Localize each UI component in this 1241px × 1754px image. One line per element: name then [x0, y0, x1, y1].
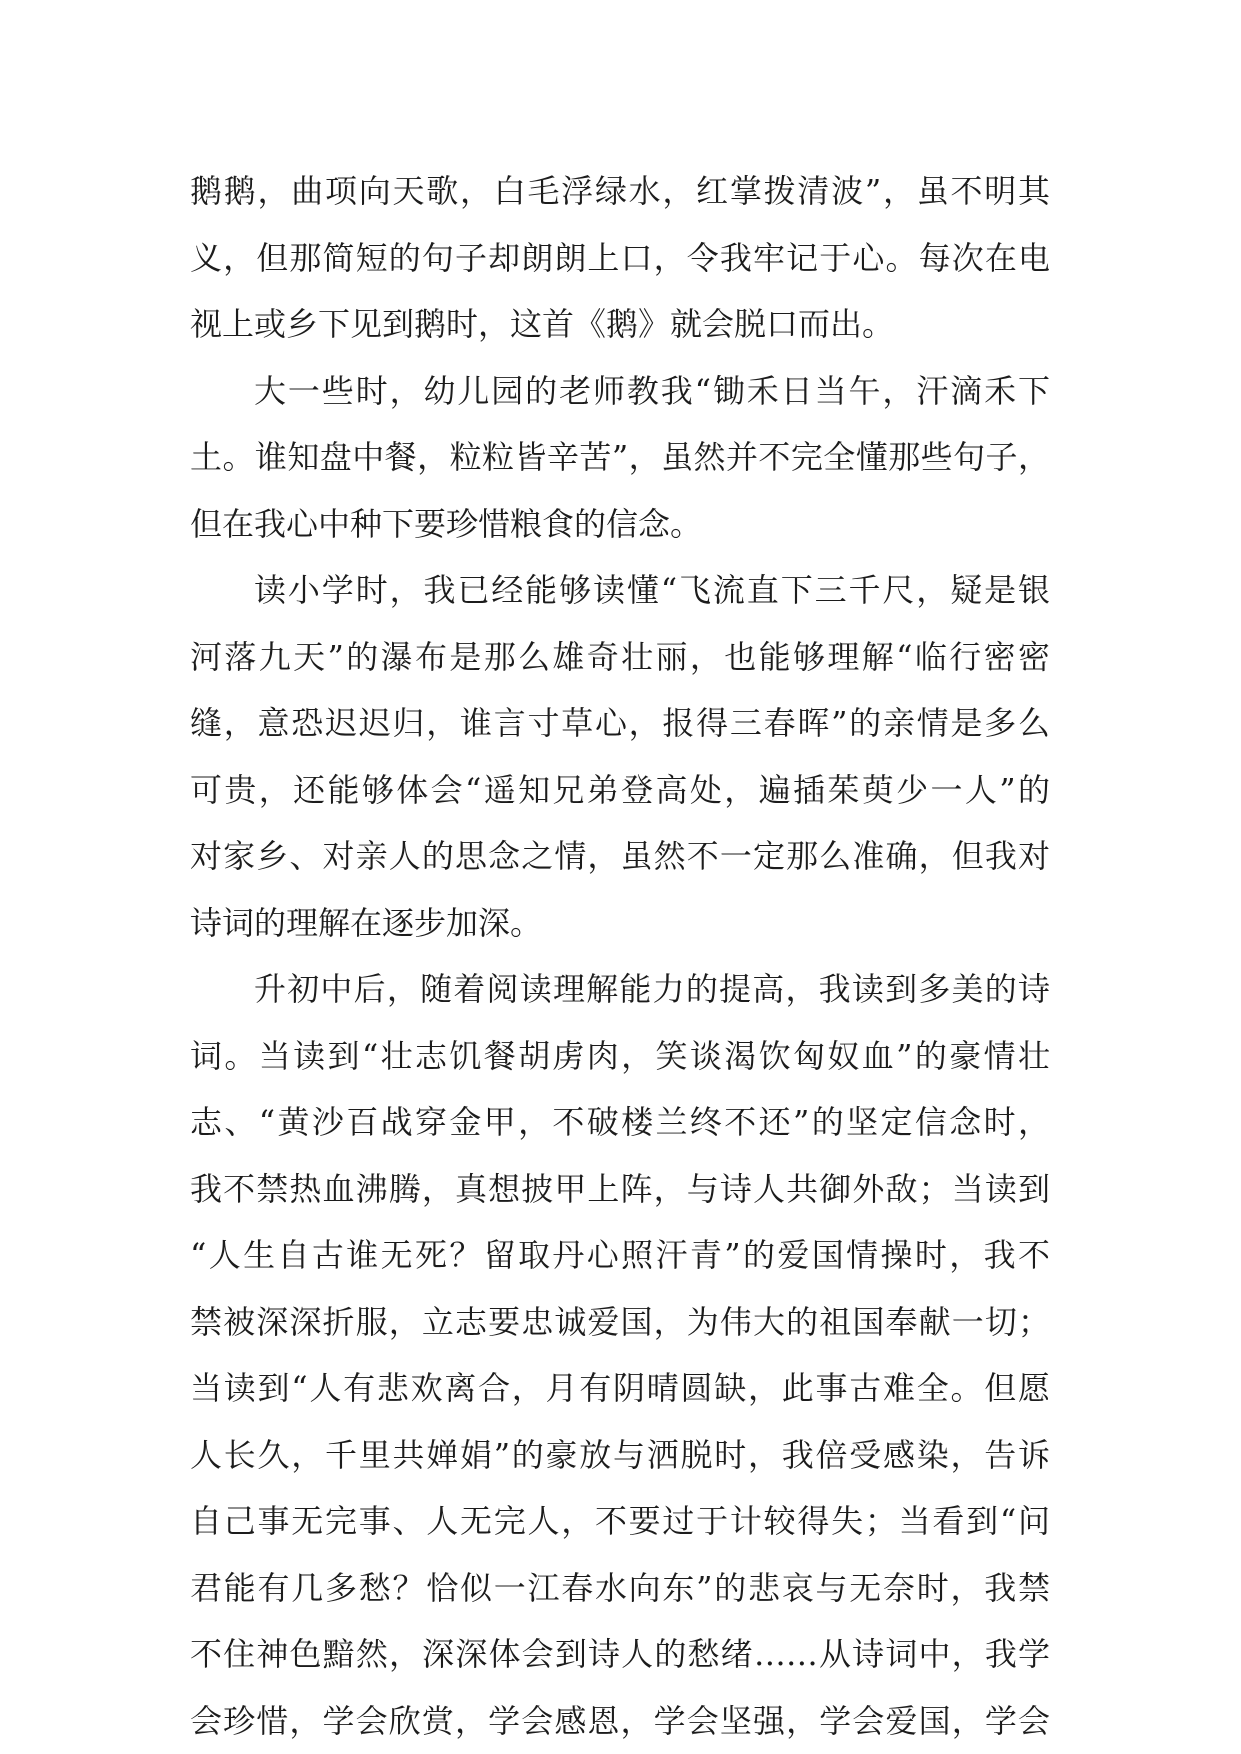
text-line: 缝，意恐迟迟归，谁言寸草心，报得三春晖”的亲情是多么	[190, 704, 1050, 742]
text-line: 读小学时，我已经能够读懂“飞流直下三千尺，疑是银	[254, 571, 1050, 609]
text-line: 义，但那简短的句子却朗朗上口，令我牢记于心。每次在电	[190, 238, 1050, 277]
text-line: 诗词的理解在逐步加深。	[190, 903, 543, 942]
text-line: 对家乡、对亲人的思念之情，虽然不一定那么准确，但我对	[190, 837, 1050, 875]
text-line: 词。当读到“壮志饥餐胡虏肉，笑谈渴饮匈奴血”的豪情壮	[190, 1036, 1050, 1075]
text-line: 大一些时，幼儿园的老师教我“锄禾日当午，汗滴禾下	[254, 371, 1050, 410]
text-line: 河落九天”的瀑布是那么雄奇壮丽，也能够理解“临行密密	[190, 637, 1050, 676]
text-line: 鹅鹅，曲项向天歌，白毛浮绿水，红掌拨清波”，虽不明其	[190, 172, 1050, 210]
text-line: 志、“黄沙百战穿金甲，不破楼兰终不还”的坚定信念时，	[190, 1103, 1050, 1141]
text-line: 君能有几多愁？恰似一江春水向东”的悲哀与无奈时，我禁	[190, 1568, 1050, 1607]
paragraph	[190, 557, 1050, 956]
text-line: 我不禁热血沸腾，真想披甲上阵，与诗人共御外敌；当读到	[190, 1169, 1050, 1208]
text-line: 升初中后，随着阅读理解能力的提高，我读到多美的诗	[254, 970, 1050, 1008]
text-line: 人长久，千里共婵娟”的豪放与洒脱时，我倍受感染，告诉	[190, 1435, 1050, 1474]
text-line: 自己事无完事、人无完人，不要过于计较得失；当看到“问	[190, 1502, 1050, 1540]
text-line: 可贵，还能够体会“遥知兄弟登高处，遍插茱萸少一人”的	[190, 770, 1050, 809]
text-line: 当读到“人有悲欢离合，月有阴晴圆缺，此事古难全。但愿	[190, 1369, 1050, 1407]
paragraph	[190, 158, 1050, 358]
paragraph	[190, 358, 1050, 558]
text-line: 但在我心中种下要珍惜粮食的信念。	[190, 504, 703, 543]
paragraph	[190, 956, 1050, 1754]
essay-body	[190, 158, 1050, 1754]
text-line: 视上或乡下见到鹅时，这首《鹅》就会脱口而出。	[190, 305, 895, 343]
text-line: 会珍惜，学会欣赏，学会感恩，学会坚强，学会爱国，学会	[190, 1701, 1050, 1740]
text-line: 不住神色黯然，深深体会到诗人的愁绪……从诗词中，我学	[190, 1635, 1050, 1673]
text-line: “人生自古谁无死？留取丹心照汗青”的爱国情操时，我不	[190, 1236, 1050, 1274]
text-line: 土。谁知盘中餐，粒粒皆辛苦”，虽然并不完全懂那些句子，	[190, 438, 1050, 476]
text-line: 禁被深深折服，立志要忠诚爱国，为伟大的祖国奉献一切；	[190, 1302, 1050, 1341]
